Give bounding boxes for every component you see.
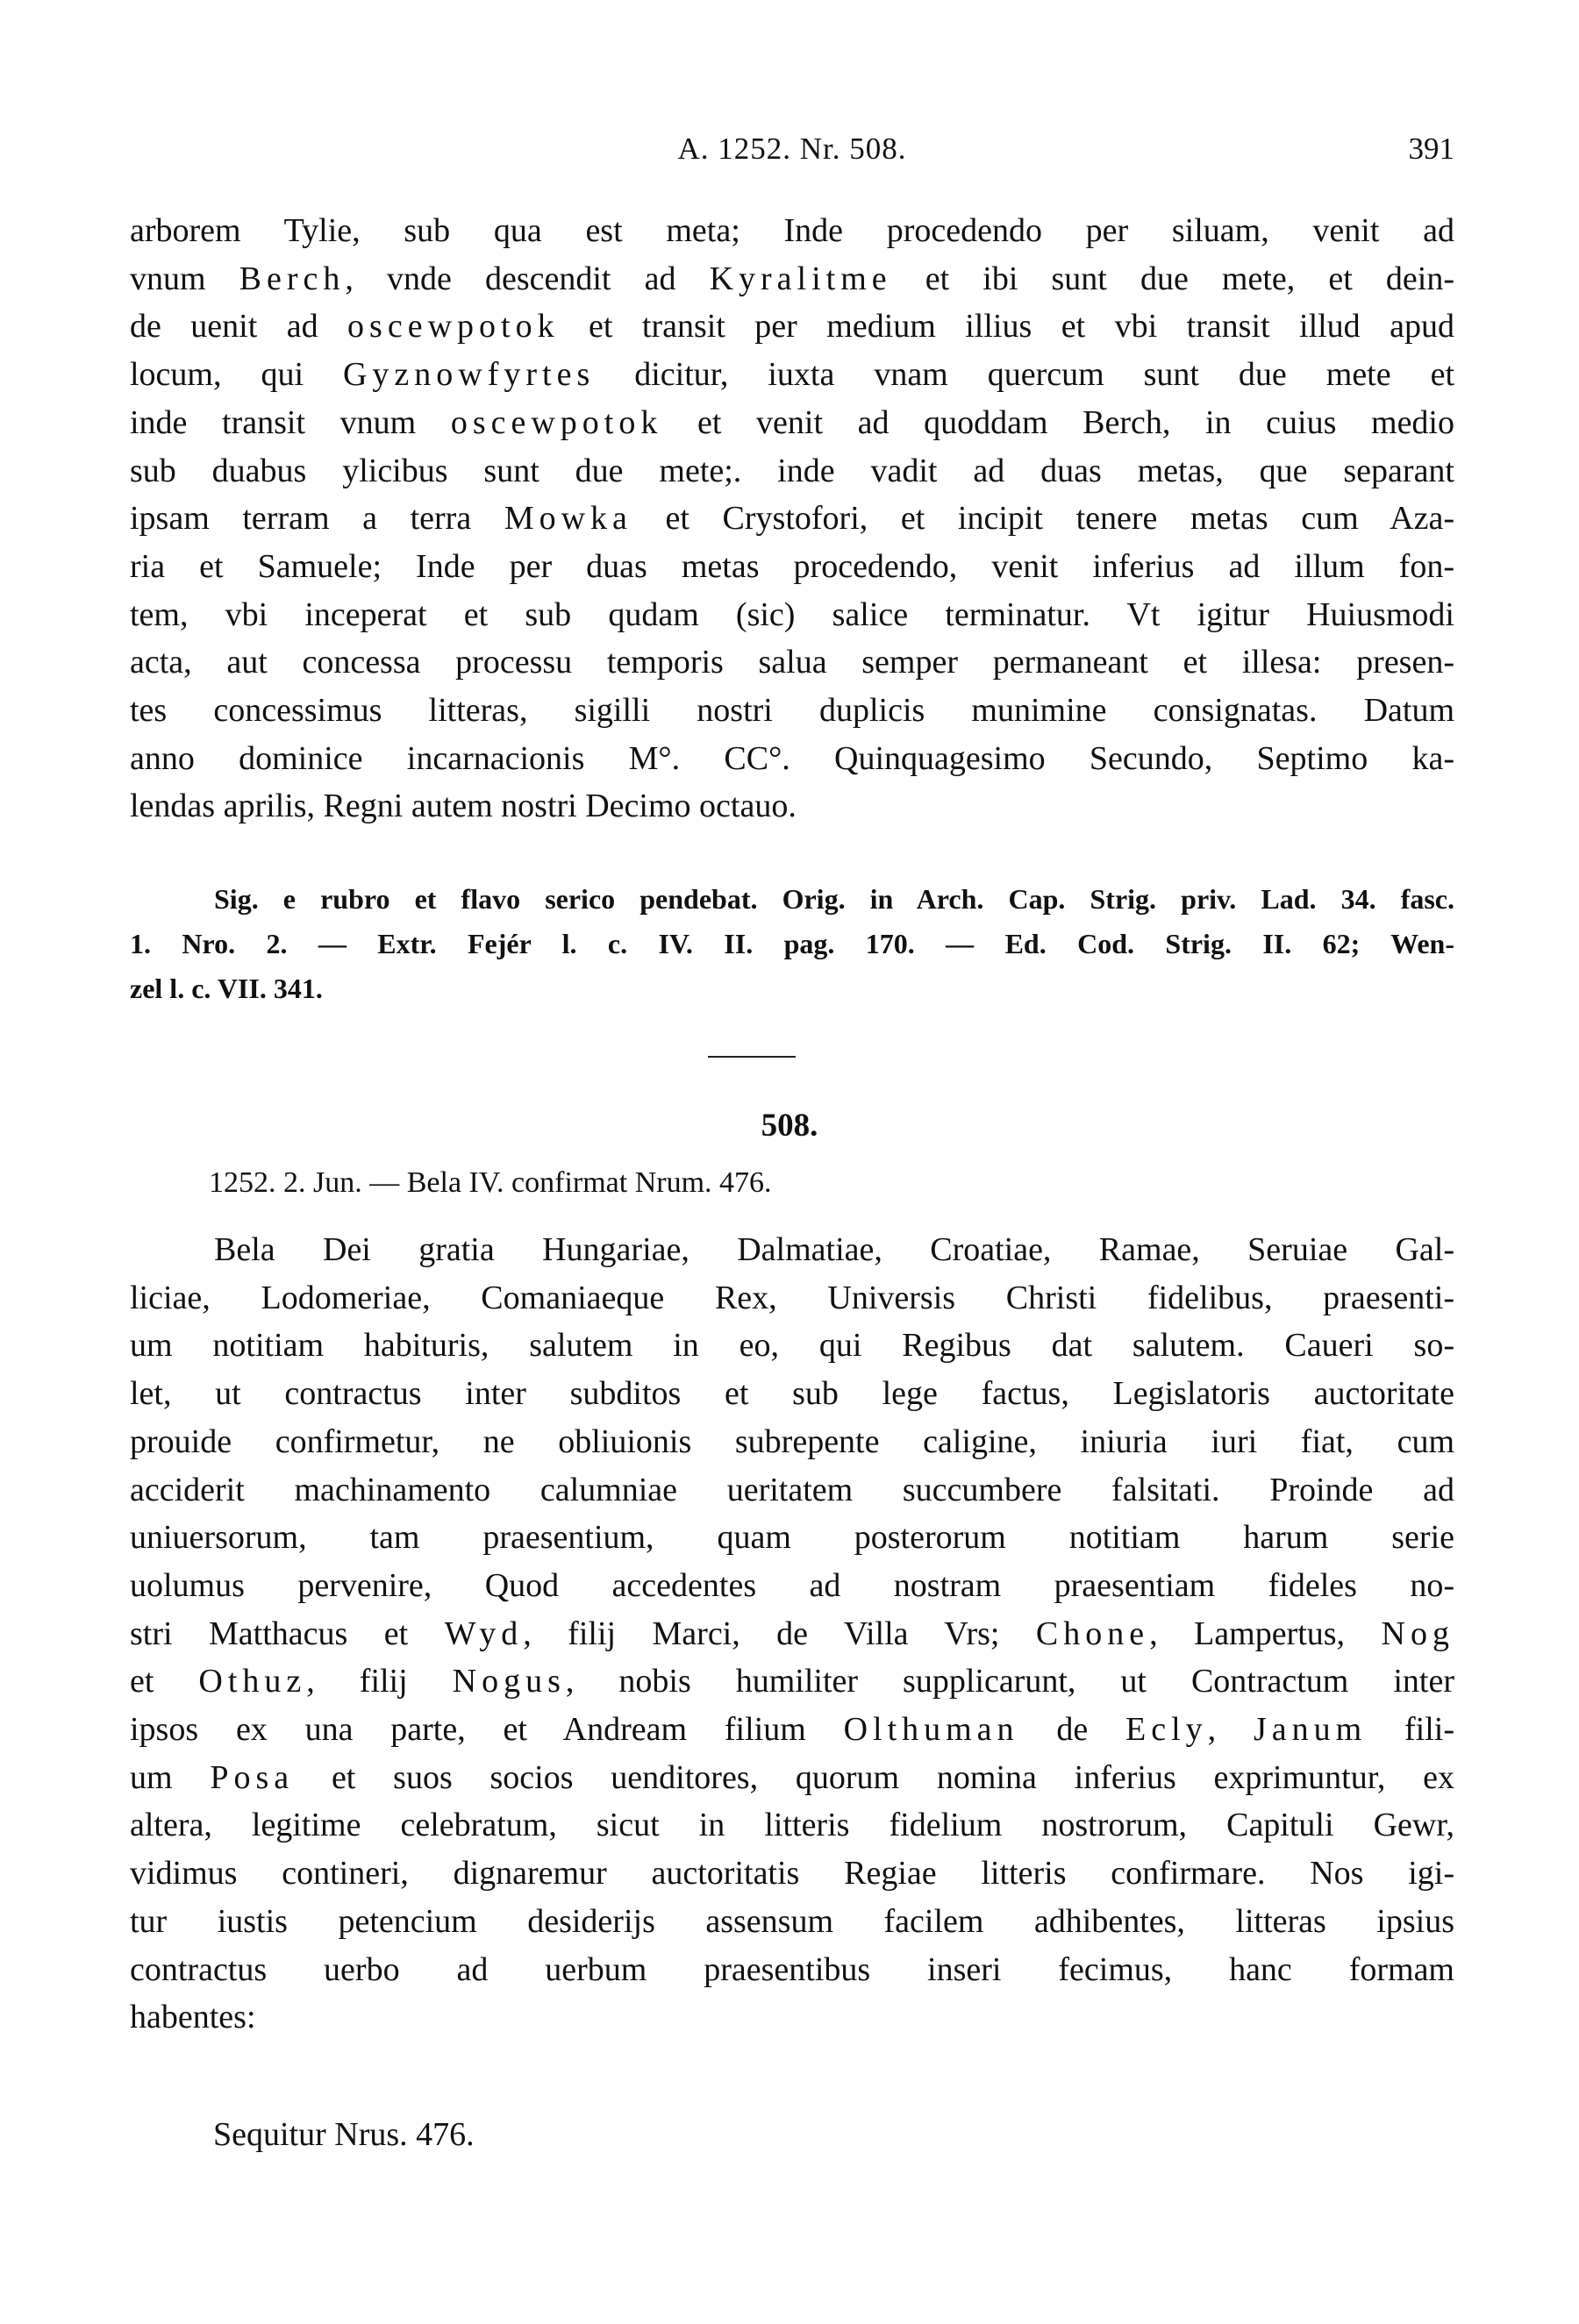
text-line bbox=[130, 1754, 1454, 1802]
text-run: ipsam terram a terra bbox=[130, 500, 504, 538]
text-line bbox=[130, 1946, 1454, 1994]
text-line bbox=[130, 303, 1454, 351]
text-run: contractus uerbo ad uerbum praesentibus inseri fecimus, hanc formam bbox=[130, 1950, 1454, 1988]
spaced-name: Ecly bbox=[1125, 1711, 1208, 1749]
text-run: dicitur, iuxta vnam quercum sunt due mete et bbox=[595, 356, 1454, 394]
text-run: de uenit ad bbox=[130, 308, 348, 346]
spaced-name: Posa bbox=[210, 1758, 295, 1796]
text-line bbox=[130, 351, 1454, 399]
text-run: fili- bbox=[1367, 1711, 1454, 1749]
spaced-name: Othuz bbox=[198, 1663, 307, 1700]
text-run: lendas aprilis, Regni autem nostri Decimo octauo. bbox=[130, 788, 797, 825]
text-line bbox=[130, 1850, 1454, 1898]
text-line bbox=[130, 1322, 1454, 1370]
spaced-name: Chone bbox=[1035, 1615, 1150, 1652]
page-header bbox=[130, 132, 1454, 174]
document-paragraph bbox=[130, 1226, 1454, 2042]
text-run: anno dominice incarnacionis M°. CC°. Quinquagesimo Secundo, Septimo ka- bbox=[130, 739, 1454, 777]
document-number: 508. bbox=[761, 1108, 818, 1144]
text-run: , vnde descendit ad bbox=[345, 260, 710, 297]
spaced-name: oscewpotok bbox=[347, 308, 560, 346]
page-number: 391 bbox=[1408, 132, 1454, 166]
text-line bbox=[130, 1226, 1454, 1274]
text-run: stri Matthacus et bbox=[130, 1615, 445, 1652]
text-line bbox=[130, 591, 1454, 639]
text-line bbox=[130, 1801, 1454, 1850]
spaced-name: Gyznowfyrtes bbox=[342, 356, 596, 394]
text-run: uolumus pervenire, Quod accedentes ad nostram praesentiam fideles no- bbox=[130, 1566, 1454, 1604]
text-run: et transit per medium illius et vbi transit illud apud bbox=[559, 308, 1454, 346]
spaced-name: Mowka bbox=[504, 500, 632, 538]
spaced-name: oscewpotok bbox=[450, 403, 663, 441]
text-run: et Crystofori, et incipit tenere metas cum Aza- bbox=[632, 500, 1455, 538]
text-run: de bbox=[1018, 1711, 1126, 1749]
text-run: habentes: bbox=[130, 1999, 256, 2036]
text-line bbox=[130, 447, 1454, 495]
text-line bbox=[130, 782, 1454, 831]
text-run: arborem Tylie, sub qua est meta; Inde procedendo per siluam, venit ad bbox=[130, 212, 1454, 249]
text-run: tem, vbi inceperat et sub qudam (sic) salice terminatur. Vt igitur Huiusmodi bbox=[130, 595, 1454, 633]
text-run: inde transit vnum bbox=[130, 403, 451, 441]
text-run: , nobis humiliter supplicarunt, ut Contractum inter bbox=[565, 1663, 1454, 1700]
spaced-name: Janum bbox=[1253, 1711, 1368, 1749]
text-line bbox=[130, 207, 1454, 255]
text-line bbox=[130, 638, 1454, 687]
text-run: et venit ad quoddam Berch, in cuius medio bbox=[662, 403, 1454, 441]
text-run: , filij bbox=[306, 1663, 453, 1700]
text-line bbox=[130, 1370, 1454, 1418]
spaced-name: Olthuman bbox=[843, 1711, 1019, 1749]
text-line bbox=[130, 1993, 1454, 2042]
text-run: sub duabus ylicibus sunt due mete;. inde vadit ad duas metas, que separant bbox=[130, 452, 1454, 489]
text-run: , filij Marci, de Villa Vrs; bbox=[523, 1615, 1036, 1652]
text-run: acciderit machinamento calumniae ueritatem succumbere falsitati. Proinde ad bbox=[130, 1471, 1454, 1508]
document-regest: 1252. 2. Jun. — Bela IV. confirmat Nrum. 476. bbox=[209, 1166, 772, 1199]
running-title: A. 1252. Nr. 508. bbox=[677, 132, 907, 166]
text-line bbox=[130, 735, 1454, 783]
text-run: altera, legitime celebratum, sicut in litteris fidelium nostrorum, Capituli Gewr, bbox=[130, 1807, 1454, 1844]
source-notes bbox=[130, 877, 1454, 1011]
text-run: , Lampertus, bbox=[1149, 1615, 1382, 1652]
text-line bbox=[130, 1898, 1454, 1946]
text-run: ria et Samuele; Inde per duas metas procedendo, venit inferius ad illum fon- bbox=[130, 547, 1454, 585]
text-line bbox=[130, 1657, 1454, 1706]
text-run: ipsos ex una parte, et Andream filium bbox=[130, 1711, 844, 1749]
continuation-text bbox=[130, 207, 1454, 831]
text-run: vidimus contineri, dignaremur auctoritatis Regiae litteris confirmare. Nos igi- bbox=[130, 1855, 1454, 1893]
text-run: locum, qui bbox=[130, 356, 343, 394]
continuation-paragraph bbox=[130, 207, 1454, 831]
text-line bbox=[130, 1418, 1454, 1466]
text-run: um bbox=[130, 1758, 211, 1796]
spaced-name: Berch bbox=[239, 260, 346, 297]
spaced-name: Kyralitme bbox=[709, 260, 892, 297]
text-line bbox=[130, 687, 1454, 735]
text-run: vnum bbox=[130, 260, 239, 297]
text-line bbox=[130, 1562, 1454, 1610]
text-run: et bbox=[130, 1663, 199, 1700]
text-line bbox=[130, 1610, 1454, 1658]
text-line bbox=[130, 1706, 1454, 1754]
spaced-name: Nogus bbox=[452, 1663, 566, 1700]
text-run: et ibi sunt due mete, et dein- bbox=[891, 260, 1454, 297]
text-line bbox=[130, 1514, 1454, 1562]
text-line bbox=[130, 495, 1454, 543]
note-line: 1. Nro. 2. — Extr. Fejér l. c. IV. II. pag. 170. — Ed. Cod. Strig. II. 62; Wen- bbox=[130, 928, 1454, 959]
text-run: Bela Dei gratia Hungariae, Dalmatiae, Croatiae, Ramae, Seruiae Gal- bbox=[214, 1231, 1454, 1268]
text-line bbox=[130, 255, 1454, 303]
text-run: liciae, Lodomeriae, Comaniaeque Rex, Universis Christi fidelibus, praesenti- bbox=[130, 1279, 1454, 1316]
text-run: , bbox=[1207, 1711, 1254, 1749]
text-run: let, ut contractus inter subditos et sub lege factus, Legislatoris auctoritate bbox=[130, 1375, 1454, 1413]
text-run: prouide confirmetur, ne obliuionis subrepente caligine, iniuria iuri fiat, cum bbox=[130, 1422, 1454, 1460]
text-run: tur iustis petencium desiderijs assensum facilem adhibentes, litteras ipsius bbox=[130, 1902, 1454, 1940]
spaced-name: Wyd bbox=[444, 1615, 524, 1652]
text-line bbox=[130, 399, 1454, 447]
sequitur-note: Sequitur Nrus. 476. bbox=[213, 2116, 475, 2153]
text-run: et suos socios uenditores, quorum nomina inferius exprimuntur, ex bbox=[294, 1758, 1454, 1796]
text-line bbox=[130, 1274, 1454, 1322]
text-run: um notitiam habituris, salutem in eo, qui Regibus dat salutem. Caueri so- bbox=[130, 1327, 1454, 1365]
note-line: zel l. c. VII. 341. bbox=[130, 973, 323, 1004]
text-line bbox=[130, 1466, 1454, 1515]
section-divider bbox=[708, 1056, 796, 1058]
document-text bbox=[130, 1226, 1454, 2042]
note-line: Sig. e rubro et flavo serico pendebat. Orig. in Arch. Cap. Strig. priv. Lad. 34. fasc. bbox=[214, 883, 1454, 915]
spaced-name: Nog bbox=[1381, 1615, 1454, 1652]
text-run: uniuersorum, tam praesentium, quam posterorum notitiam harum serie bbox=[130, 1519, 1454, 1557]
text-run: tes concessimus litteras, sigilli nostri duplicis munimine consignatas. Datum bbox=[130, 692, 1454, 730]
text-run: acta, aut concessa processu temporis salua semper permaneant et illesa: presen- bbox=[130, 644, 1454, 681]
text-line bbox=[130, 543, 1454, 591]
